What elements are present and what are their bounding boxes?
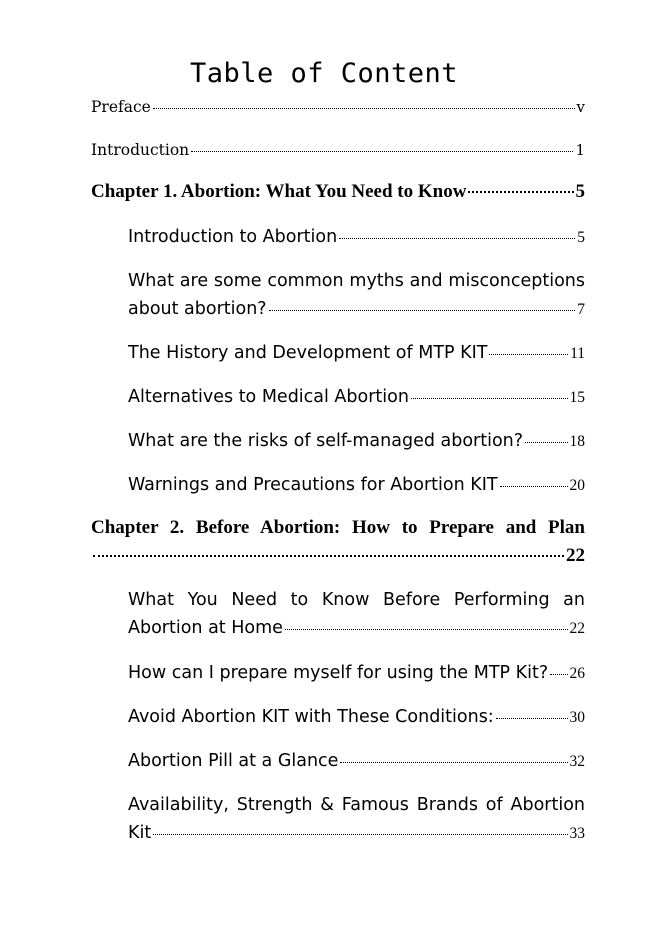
dot-leader [93, 555, 564, 557]
toc-entry-introduction[interactable] [91, 140, 585, 160]
toc-page-number: 5 [577, 229, 585, 246]
toc-entry-pill-at-glance[interactable] [128, 747, 585, 776]
toc-entry-introduction-to-abortion[interactable] [128, 223, 585, 252]
toc-entry-label: Warnings and Precautions for Abortion KIT [128, 475, 498, 495]
toc-page-number: 1 [575, 141, 585, 159]
toc-page-number: 30 [569, 709, 585, 726]
dot-leader [269, 310, 576, 311]
toc-title: Table of Content [189, 58, 459, 89]
toc-entry-label: Introduction [91, 141, 190, 159]
toc-page-number: 11 [570, 345, 585, 362]
toc-entry-chapter-2[interactable] [91, 516, 585, 568]
toc-entry-warnings[interactable] [128, 471, 585, 500]
toc-page-number: 22 [566, 545, 585, 566]
toc-page-number: 32 [569, 753, 585, 770]
toc-entry-label: Avoid Abortion KIT with These Conditions: [128, 707, 494, 727]
toc-entry-label: Abortion Pill at a Glance [128, 751, 339, 771]
toc-entry-label: What are the risks of self-managed abortion? [128, 431, 524, 451]
dot-leader [339, 238, 575, 239]
dot-leader [340, 762, 567, 763]
toc-entry-label-line-1: Availability, Strength & Famous Brands of Abortion [128, 795, 585, 815]
toc-entry-label: Chapter 2. Before Abortion: How to Prepare and Plan [91, 517, 585, 538]
dot-leader [153, 108, 575, 109]
dot-leader [496, 718, 568, 719]
toc-entry-label: The History and Development of MTP KIT [128, 343, 488, 363]
dot-leader [153, 834, 567, 835]
toc-entry-avoid-conditions[interactable] [128, 703, 585, 732]
toc-entry-chapter-1[interactable] [91, 180, 585, 204]
toc-entry-alternatives[interactable] [128, 383, 585, 412]
dot-leader [191, 151, 573, 152]
toc-page-number: 18 [569, 433, 585, 450]
toc-entry-history-mtp-kit[interactable] [128, 339, 585, 368]
toc-entry-label: Alternatives to Medical Abortion [128, 387, 409, 407]
toc-page-number: v [576, 98, 585, 116]
dot-leader [489, 354, 568, 355]
toc-entry-label: How can I prepare myself for using the MTP Kit? [128, 663, 549, 683]
dot-leader [500, 486, 568, 487]
toc-page-number: 20 [569, 477, 585, 494]
toc-entry-label-line-2: Abortion at Home [128, 618, 283, 638]
toc-entry-label: Preface [91, 98, 151, 116]
toc-entry-label-line-1: What are some common myths and misconceptions [128, 271, 585, 291]
dot-leader [285, 629, 568, 630]
toc-page-number: 33 [569, 825, 585, 842]
toc-page-number: 22 [569, 620, 585, 637]
toc-entry-label: Introduction to Abortion [128, 227, 338, 247]
dot-leader [525, 442, 567, 443]
toc-entry-risks[interactable] [128, 427, 585, 456]
dot-leader [411, 398, 568, 399]
toc-entry-label: Chapter 1. Abortion: What You Need to Know [91, 181, 467, 202]
toc-page-number: 15 [569, 389, 585, 406]
toc-entry-label-line-2: Kit [128, 823, 152, 843]
toc-entry-prepare-myself[interactable] [128, 659, 585, 688]
dot-leader [468, 191, 573, 193]
toc-page-number: 5 [575, 181, 585, 202]
toc-entry-myths-misconceptions[interactable] [128, 267, 585, 324]
dot-leader [550, 674, 567, 675]
toc-entry-label-line-1: What You Need to Know Before Performing an [128, 590, 585, 610]
toc-page-number: 7 [577, 301, 585, 318]
toc-entry-preface[interactable] [91, 97, 585, 117]
toc-page-number: 26 [569, 665, 585, 682]
toc-entry-label-line-2: about abortion? [128, 299, 267, 319]
toc-entry-before-performing[interactable] [128, 586, 585, 643]
toc-entry-availability-brands[interactable] [128, 791, 585, 848]
